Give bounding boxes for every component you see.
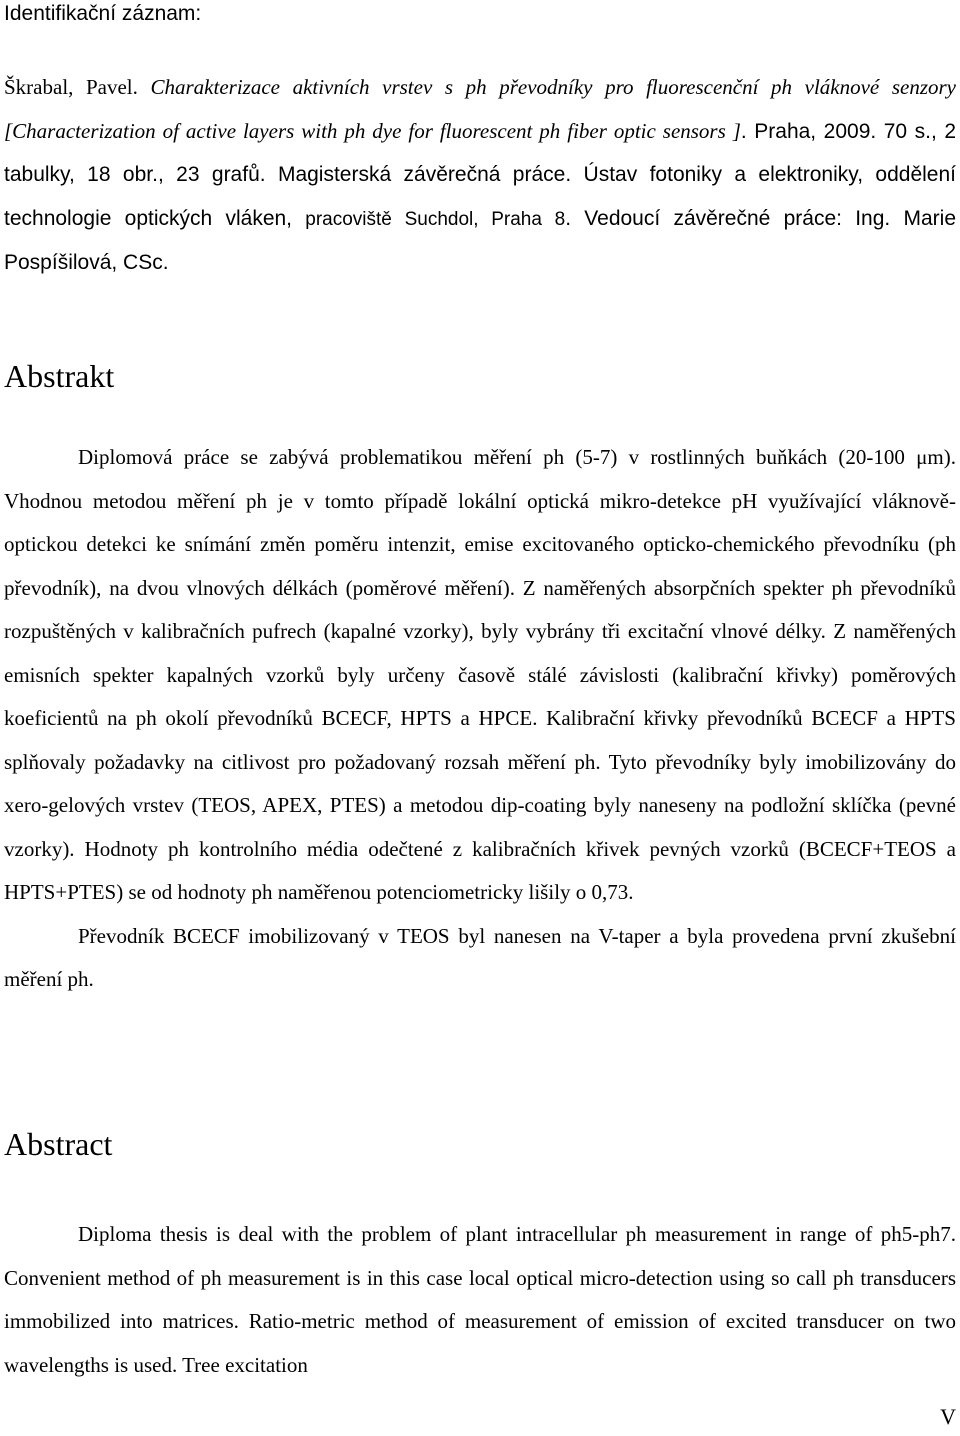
identification-label: Identifikační záznam: xyxy=(4,2,202,25)
abstract-heading: Abstract xyxy=(4,1126,113,1162)
citation-supervisor: . Vedoucí závěrečné práce: Ing. Marie Pospíšilová, CSc. xyxy=(4,206,957,274)
abstrakt-paragraph: Převodník BCECF imobilizovaný v TEOS byl nanesen na V-taper a byla provedena první zkušební měření ph. xyxy=(4,923,956,991)
abstract-body xyxy=(4,1213,956,1387)
abstrakt-heading: Abstrakt xyxy=(4,358,115,394)
abstrakt-paragraph: Diplomová práce se zabývá problematikou měření ph (5-7) v rostlinných buňkách (20-100 μm). Vhodnou metodou měření ph je v tomto případě lokální optická mikro-detekce pH využívající vláknově-optickou detekci ke snímání změn poměru intenzit, emise excitovaného opticko-chemického převodníku (ph převodník), na dvou vlnových délkách (poměrové měření). Z naměřených absorpčních spekter ph převodníků rozpuštěných v kalibračních pufrech (kapalné vzorky), byly vybrány tři excitační vlnové délky. Z naměřených emisních spekter kapalných vzorků byly určeny časově stálé závislosti (kalibrační křivky) poměrových koeficientů na ph okolí převodníků BCECF, HPTS a HPCE. Kalibrační křivky převodníků BCECF a HPTS splňovaly požadavky na citlivost pro požadovaný rozsah měření ph. Tyto převodníky byly imobilizovány do xero-gelových vrstev (TEOS, APEX, PTES) a metodou dip-coating byly naneseny na podložní sklíčka (pevné vzorky). Hodnoty ph kontrolního média odečtené z kalibračních křivek pevných vzorků (BCECF+TEOS a HPTS+PTES) se od hodnoty ph naměřenou potenciometricky lišily o 0,73. xyxy=(4,445,956,904)
citation-details: . Praha, 2009. 70 s., 2 tabulky, 18 obr., 23 grafů. Magisterská závěrečná práce. Ústav fotoniky a elektroniky, oddělení technologie optických vláken, xyxy=(4,119,957,230)
citation-title: Charakterizace aktivních vrstev s ph převodníky pro fluorescenční ph vláknové senzory [Characterization of active layers with ph dye for fluorescent ph fiber optic sensors ] xyxy=(4,75,956,143)
abstrakt-body xyxy=(4,436,956,1002)
citation-author: Škrabal, Pavel. xyxy=(4,75,151,99)
page-number: V xyxy=(940,1404,956,1429)
citation-workplace: pracoviště Suchdol, Praha 8 xyxy=(305,208,566,230)
abstract-paragraph: Diploma thesis is deal with the problem of plant intracellular ph measurement in range of ph5-ph7. Convenient method of ph measurement is in this case local optical micro-detection using so call ph transducers immobilized into matrices. Ratio-metric method of measurement of emission of excited transducer on two wavelengths is used. Tree excitation xyxy=(4,1222,956,1377)
citation-block xyxy=(4,66,956,285)
